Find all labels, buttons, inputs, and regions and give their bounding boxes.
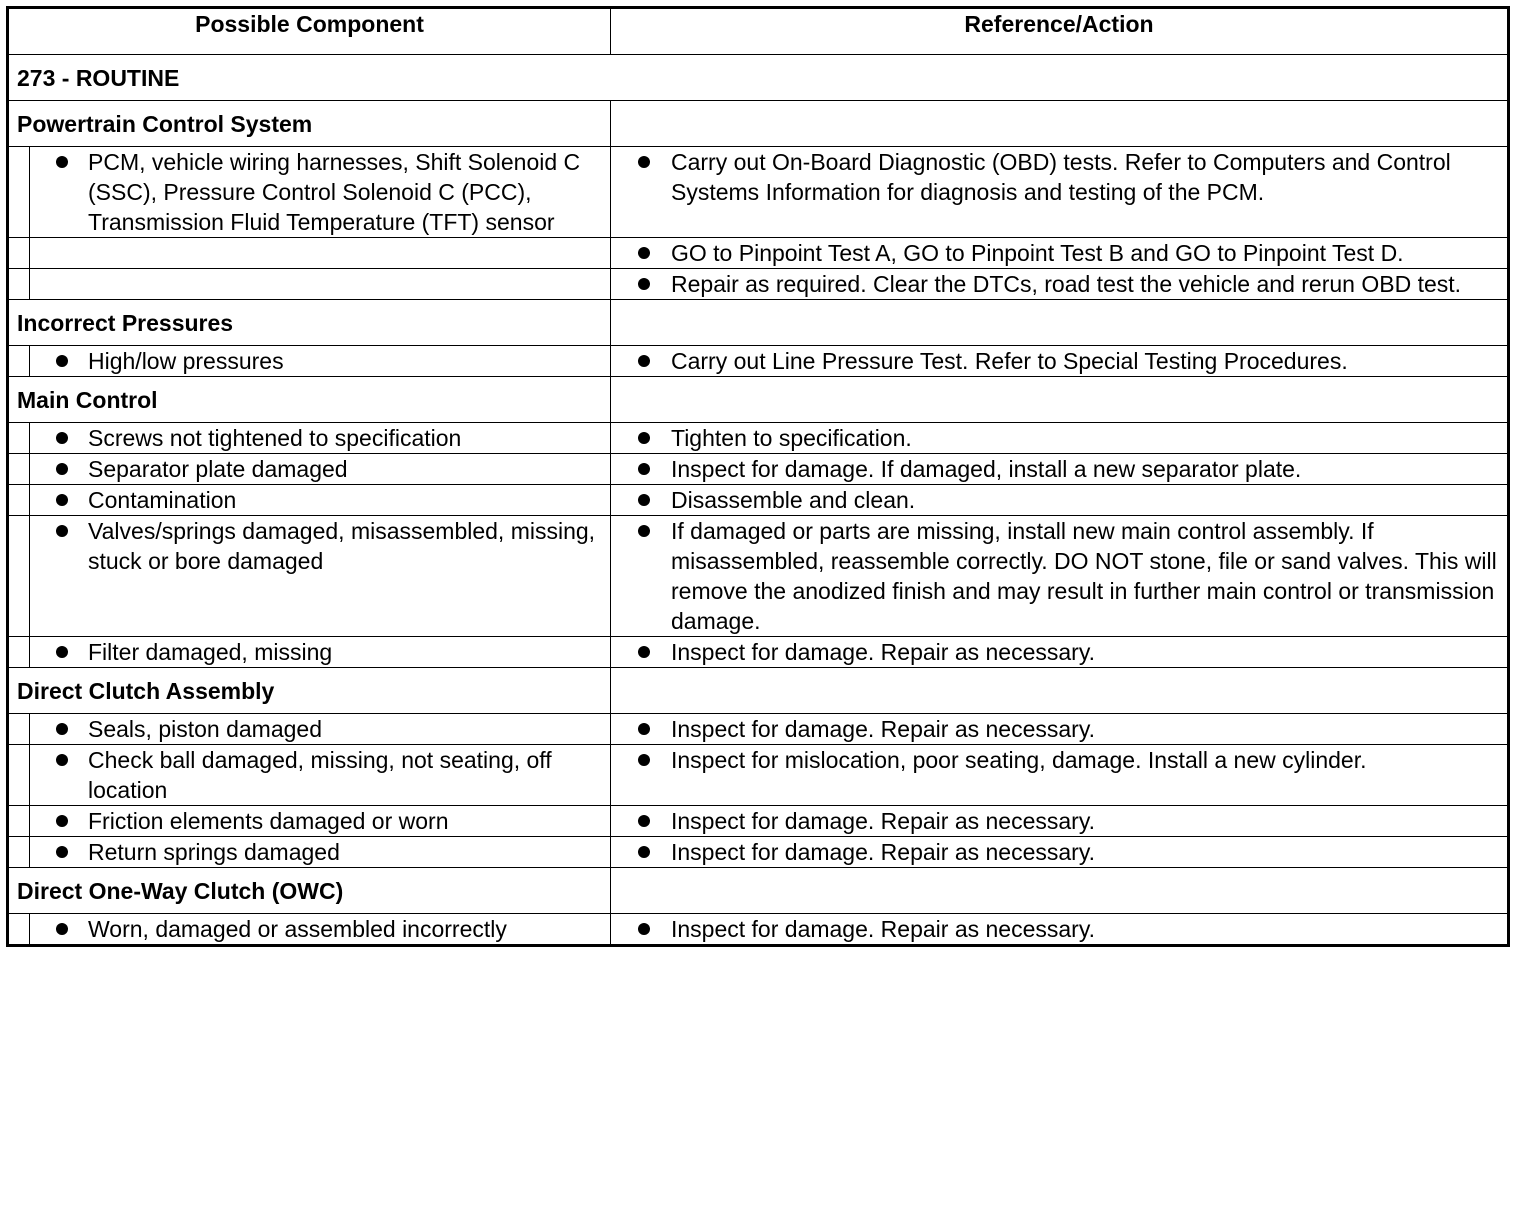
- bullet-item: [611, 346, 1507, 376]
- component-cell: [30, 837, 611, 868]
- action-cell: [611, 714, 1509, 745]
- row-indent: [8, 423, 30, 454]
- action-cell-text: Disassemble and clean.: [671, 487, 916, 513]
- section-title: Incorrect Pressures: [8, 300, 611, 346]
- component-cell-text: Check ball damaged, missing, not seating, off location: [88, 747, 552, 803]
- bullet-dot-icon: [638, 923, 650, 935]
- component-cell: [30, 269, 611, 300]
- diagnosis-table: [6, 6, 1510, 947]
- table-row: [8, 516, 1509, 637]
- row-indent: [8, 346, 30, 377]
- section-title: Direct One-Way Clutch (OWC): [8, 868, 611, 914]
- action-cell: [611, 454, 1509, 485]
- component-cell-text: Screws not tightened to specification: [88, 425, 462, 451]
- bullet-dot-icon: [56, 815, 68, 827]
- section-title: Direct Clutch Assembly: [8, 668, 611, 714]
- bullet-item: [611, 837, 1507, 867]
- table-row: [8, 837, 1509, 868]
- action-cell: [611, 637, 1509, 668]
- row-indent: [8, 806, 30, 837]
- component-cell: [30, 516, 611, 637]
- component-cell-text: Worn, damaged or assembled incorrectly: [88, 916, 507, 942]
- component-cell-text: Return springs damaged: [88, 839, 340, 865]
- header-reference-action: Reference/Action: [611, 8, 1509, 55]
- section-reference-empty: [611, 668, 1509, 714]
- section-row: [8, 868, 1509, 914]
- section-row: [8, 377, 1509, 423]
- component-cell: [30, 637, 611, 668]
- component-cell-text: Contamination: [88, 487, 237, 513]
- component-cell: [30, 454, 611, 485]
- component-cell-text: Friction elements damaged or worn: [88, 808, 449, 834]
- component-cell: [30, 806, 611, 837]
- bullet-dot-icon: [56, 494, 68, 506]
- table-header-row: [8, 8, 1509, 55]
- action-cell-text: Inspect for damage. If damaged, install a new separator plate.: [671, 456, 1302, 482]
- header-possible-component: Possible Component: [8, 8, 611, 55]
- bullet-item: [611, 485, 1507, 515]
- action-cell: [611, 837, 1509, 868]
- bullet-dot-icon: [638, 156, 650, 168]
- table-row: [8, 346, 1509, 377]
- bullet-item: [30, 454, 610, 484]
- routine-row: [8, 55, 1509, 101]
- row-indent: [8, 914, 30, 946]
- bullet-dot-icon: [638, 754, 650, 766]
- table-row: [8, 806, 1509, 837]
- section-row: [8, 101, 1509, 147]
- section-title: Powertrain Control System: [8, 101, 611, 147]
- bullet-item: [611, 516, 1507, 636]
- bullet-dot-icon: [638, 432, 650, 444]
- section-title: Main Control: [8, 377, 611, 423]
- bullet-dot-icon: [638, 463, 650, 475]
- action-cell: [611, 914, 1509, 946]
- component-cell-text: Valves/springs damaged, misassembled, missing, stuck or bore damaged: [88, 518, 596, 574]
- table-row: [8, 454, 1509, 485]
- action-cell: [611, 238, 1509, 269]
- bullet-item: [30, 637, 610, 667]
- action-cell-text: Carry out On-Board Diagnostic (OBD) tests. Refer to Computers and Control Systems Information for diagnosis and testing of the PCM.: [671, 149, 1451, 205]
- row-indent: [8, 745, 30, 806]
- bullet-item: [611, 914, 1507, 944]
- component-cell-text: Separator plate damaged: [88, 456, 348, 482]
- action-cell-text: If damaged or parts are missing, install new main control assembly. If misassembled, reassemble correctly. DO NOT stone, file or sand valves. This will remove the anodized finish and may result in further main control or transmission damage.: [671, 518, 1497, 634]
- table-row: [8, 269, 1509, 300]
- bullet-item: [611, 147, 1507, 207]
- action-cell-text: Inspect for damage. Repair as necessary.: [671, 916, 1096, 942]
- bullet-item: [30, 837, 610, 867]
- bullet-item: [30, 745, 610, 805]
- bullet-dot-icon: [638, 646, 650, 658]
- row-indent: [8, 714, 30, 745]
- component-cell-text: High/low pressures: [88, 348, 284, 374]
- bullet-dot-icon: [56, 646, 68, 658]
- component-cell: [30, 714, 611, 745]
- bullet-dot-icon: [638, 846, 650, 858]
- component-cell: [30, 745, 611, 806]
- bullet-item: [611, 714, 1507, 744]
- action-cell-text: Tighten to specification.: [671, 425, 912, 451]
- section-row: [8, 668, 1509, 714]
- action-cell: [611, 806, 1509, 837]
- bullet-dot-icon: [56, 846, 68, 858]
- row-indent: [8, 637, 30, 668]
- bullet-item: [30, 485, 610, 515]
- component-cell: [30, 485, 611, 516]
- table-body: [8, 55, 1509, 946]
- bullet-item: [30, 516, 610, 576]
- routine-label: 273 - ROUTINE: [8, 55, 1509, 101]
- bullet-item: [30, 914, 610, 944]
- row-indent: [8, 454, 30, 485]
- section-reference-empty: [611, 377, 1509, 423]
- bullet-dot-icon: [56, 432, 68, 444]
- bullet-dot-icon: [638, 355, 650, 367]
- section-reference-empty: [611, 101, 1509, 147]
- bullet-item: [611, 745, 1507, 775]
- action-cell-text: Inspect for damage. Repair as necessary.: [671, 639, 1096, 665]
- section-row: [8, 300, 1509, 346]
- bullet-item: [30, 806, 610, 836]
- action-cell-text: Repair as required. Clear the DTCs, road test the vehicle and rerun OBD test.: [671, 271, 1462, 297]
- row-indent: [8, 269, 30, 300]
- bullet-dot-icon: [56, 723, 68, 735]
- component-cell: [30, 147, 611, 238]
- row-indent: [8, 485, 30, 516]
- bullet-item: [611, 637, 1507, 667]
- bullet-dot-icon: [56, 923, 68, 935]
- table-row: [8, 637, 1509, 668]
- action-cell-text: Inspect for damage. Repair as necessary.: [671, 716, 1096, 742]
- section-reference-empty: [611, 300, 1509, 346]
- component-cell: [30, 423, 611, 454]
- action-cell: [611, 346, 1509, 377]
- bullet-dot-icon: [638, 815, 650, 827]
- bullet-dot-icon: [638, 525, 650, 537]
- row-indent: [8, 147, 30, 238]
- bullet-item: [611, 806, 1507, 836]
- action-cell-text: Inspect for damage. Repair as necessary.: [671, 808, 1096, 834]
- row-indent: [8, 238, 30, 269]
- table-row: [8, 745, 1509, 806]
- component-cell-text: PCM, vehicle wiring harnesses, Shift Solenoid C (SSC), Pressure Control Solenoid C (PCC), Transmission Fluid Temperature (TFT) sensor: [88, 149, 581, 235]
- action-cell: [611, 269, 1509, 300]
- bullet-dot-icon: [56, 355, 68, 367]
- action-cell-text: Carry out Line Pressure Test. Refer to Special Testing Procedures.: [671, 348, 1348, 374]
- table-row: [8, 238, 1509, 269]
- bullet-dot-icon: [638, 723, 650, 735]
- section-reference-empty: [611, 868, 1509, 914]
- action-cell: [611, 745, 1509, 806]
- action-cell: [611, 485, 1509, 516]
- component-cell: [30, 914, 611, 946]
- bullet-dot-icon: [56, 463, 68, 475]
- row-indent: [8, 837, 30, 868]
- action-cell-text: Inspect for mislocation, poor seating, damage. Install a new cylinder.: [671, 747, 1367, 773]
- row-indent: [8, 516, 30, 637]
- bullet-dot-icon: [56, 754, 68, 766]
- bullet-item: [30, 714, 610, 744]
- component-cell: [30, 346, 611, 377]
- bullet-item: [30, 346, 610, 376]
- component-cell: [30, 238, 611, 269]
- bullet-item: [30, 423, 610, 453]
- bullet-dot-icon: [638, 278, 650, 290]
- bullet-dot-icon: [56, 156, 68, 168]
- bullet-item: [611, 269, 1507, 299]
- action-cell-text: GO to Pinpoint Test A, GO to Pinpoint Test B and GO to Pinpoint Test D.: [671, 240, 1404, 266]
- action-cell: [611, 147, 1509, 238]
- table-row: [8, 485, 1509, 516]
- bullet-dot-icon: [638, 247, 650, 259]
- bullet-item: [611, 454, 1507, 484]
- component-cell-text: Filter damaged, missing: [88, 639, 333, 665]
- bullet-item: [611, 238, 1507, 268]
- bullet-dot-icon: [638, 494, 650, 506]
- table-row: [8, 714, 1509, 745]
- table-row: [8, 147, 1509, 238]
- action-cell: [611, 423, 1509, 454]
- action-cell-text: Inspect for damage. Repair as necessary.: [671, 839, 1096, 865]
- bullet-dot-icon: [56, 525, 68, 537]
- table-row: [8, 423, 1509, 454]
- bullet-item: [611, 423, 1507, 453]
- bullet-item: [30, 147, 610, 237]
- action-cell: [611, 516, 1509, 637]
- component-cell-text: Seals, piston damaged: [88, 716, 322, 742]
- table-row: [8, 914, 1509, 946]
